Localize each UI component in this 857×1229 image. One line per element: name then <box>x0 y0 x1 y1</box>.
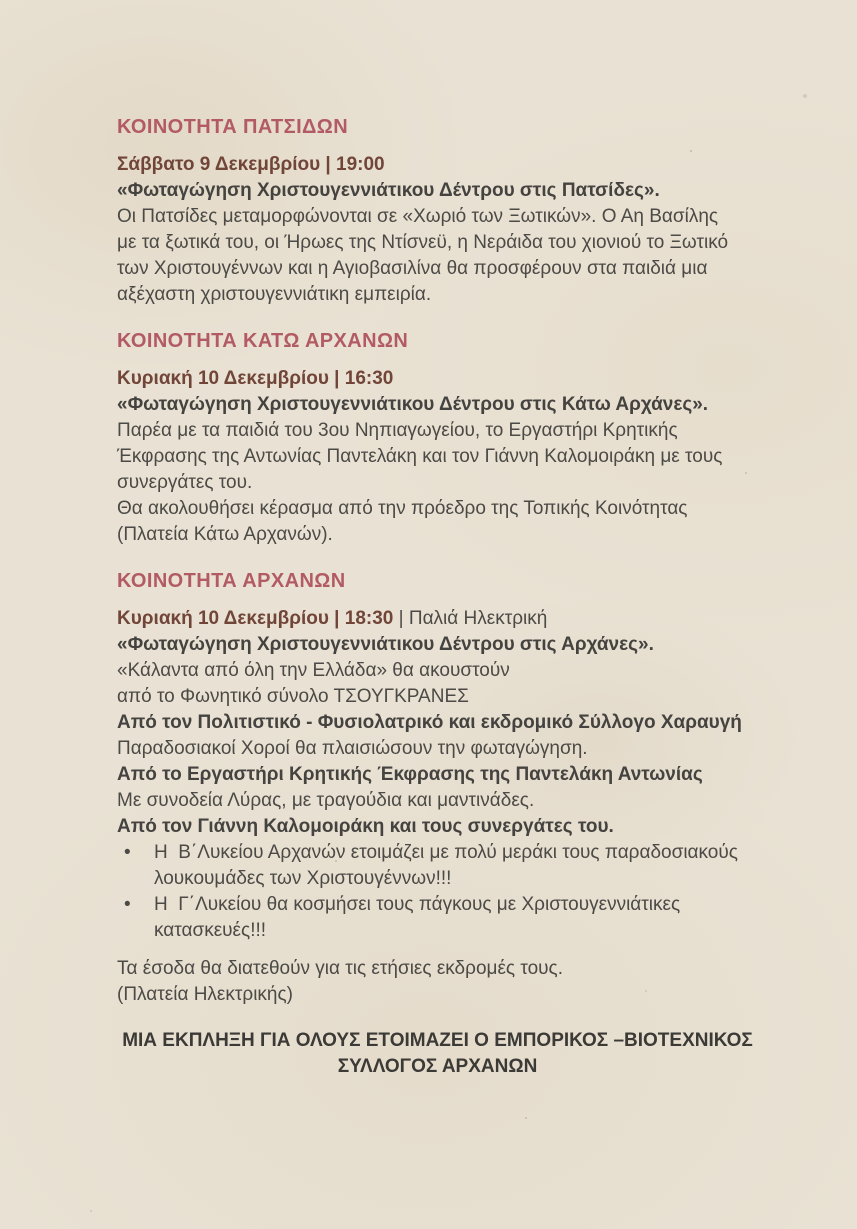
event-title-line: «Φωταγώγηση Χριστουγεννιάτικου Δέντρου στις Αρχάνες». <box>117 634 654 655</box>
event-title-line: «Φωταγώγηση Χριστουγεννιάτικου Δέντρου στις Πατσίδες». <box>117 180 660 201</box>
section-heading: ΚΟΙΝΟΤΗΤΑ ΑΡΧΑΝΩΝ <box>117 570 346 592</box>
section-heading: ΚΟΙΝΟΤΗΤΑ ΠΑΤΣΙΔΩΝ <box>117 116 349 138</box>
section-kato-archanon <box>117 328 758 548</box>
bullet-text: Η Γ΄Λυκείου θα κοσμήσει τους πάγκους με Χριστουγεννιάτικες κατασκευές!!! <box>154 894 686 941</box>
closing-line: Τα έσοδα θα διατεθούν για τις ετήσιες εκδρομές τους. <box>117 958 563 979</box>
body-line: Θα ακολουθήσει κέρασμα από την πρόεδρο της Τοπικής Κοινότητας <box>117 498 688 519</box>
bullet-marker: • <box>124 842 131 863</box>
bullet-item <box>117 892 758 944</box>
body-line-emphasis: Από τον Πολιτιστικό - Φυσιολατρικό και εκδρομικό Σύλλογο Χαραυγή <box>117 712 742 733</box>
body-line: Έκφρασης της Αντωνίας Παντελάκη και τον Γιάννη Καλομοιράκη με τους <box>117 446 723 467</box>
content-column <box>117 0 758 1080</box>
section-heading: ΚΟΙΝΟΤΗΤΑ ΚΑΤΩ ΑΡΧΑΝΩΝ <box>117 330 409 352</box>
body-line: (Πλατεία Κάτω Αρχανών). <box>117 524 333 545</box>
bullet-text: Η Β΄Λυκείου Αρχανών ετοιμάζει με πολύ μεράκι τους παραδοσιακούς λουκουμάδες των Χριστουγέννων!!! <box>154 842 744 889</box>
body-line: των Χριστουγέννων και η Αγιοβασιλίνα θα προσφέρουν στα παιδιά μια <box>117 258 708 279</box>
body-line: αξέχαστη χριστουγεννιάτικη εμπειρία. <box>117 284 432 305</box>
event-datetime <box>117 366 758 392</box>
event-date-time-text: Σάββατο 9 Δεκεμβρίου | 19:00 <box>117 154 385 175</box>
event-location-text: | Παλιά Ηλεκτρική <box>393 608 548 629</box>
body-line: από το Φωνητικό σύνολο ΤΣΟΥΓΚΡΑΝΕΣ <box>117 686 469 707</box>
body-line: συνεργάτες του. <box>117 472 253 493</box>
body-line: Οι Πατσίδες μεταμορφώνονται σε «Χωριό των Ξωτικών». Ο Αη Βασίλης <box>117 206 719 227</box>
footer-line: ΣΥΛΛΟΓΟΣ ΑΡΧΑΝΩΝ <box>337 1056 538 1077</box>
bullet-list <box>117 840 758 944</box>
section-patsidon <box>117 114 758 308</box>
bullet-item <box>117 840 758 892</box>
event-datetime <box>117 606 758 632</box>
body-line: Παρέα με τα παιδιά του 3ου Νηπιαγωγείου, το Εργαστήρι Κρητικής <box>117 420 678 441</box>
body-line-emphasis: Από το Εργαστήρι Κρητικής Έκφρασης της Παντελάκη Αντωνίας <box>117 764 703 785</box>
body-line: «Κάλαντα από όλη την Ελλάδα» θα ακουστούν <box>117 660 510 681</box>
event-datetime <box>117 152 758 178</box>
section-archanon <box>117 568 758 1008</box>
event-title-line: «Φωταγώγηση Χριστουγεννιάτικου Δέντρου στις Κάτω Αρχάνες». <box>117 394 709 415</box>
footer-line: ΜΙΑ ΕΚΠΛΗΞΗ ΓΙΑ ΟΛΟΥΣ ΕΤΟΙΜΑΖΕΙ Ο ΕΜΠΟΡΙΚΟΣ –ΒΙΟΤΕΧΝΙΚΟΣ <box>122 1030 753 1051</box>
body-line: Παραδοσιακοί Χοροί θα πλαισιώσουν την φωταγώγηση. <box>117 738 588 759</box>
body-line-emphasis: Από τον Γιάννη Καλομοιράκη και τους συνεργάτες του. <box>117 816 614 837</box>
body-line: Με συνοδεία Λύρας, με τραγούδια και μαντινάδες. <box>117 790 535 811</box>
bullet-marker: • <box>124 894 131 915</box>
closing-line: (Πλατεία Ηλεκτρικής) <box>117 984 293 1005</box>
event-date-time-text: Κυριακή 10 Δεκεμβρίου | 16:30 <box>117 368 394 389</box>
footer-announcement <box>117 1028 758 1080</box>
event-date-time-text: Κυριακή 10 Δεκεμβρίου | 18:30 <box>117 608 394 629</box>
body-line: με τα ξωτικά του, οι Ήρωες της Ντίσνεϋ, η Νεράιδα του χιονιού το Ξωτικό <box>117 232 729 253</box>
